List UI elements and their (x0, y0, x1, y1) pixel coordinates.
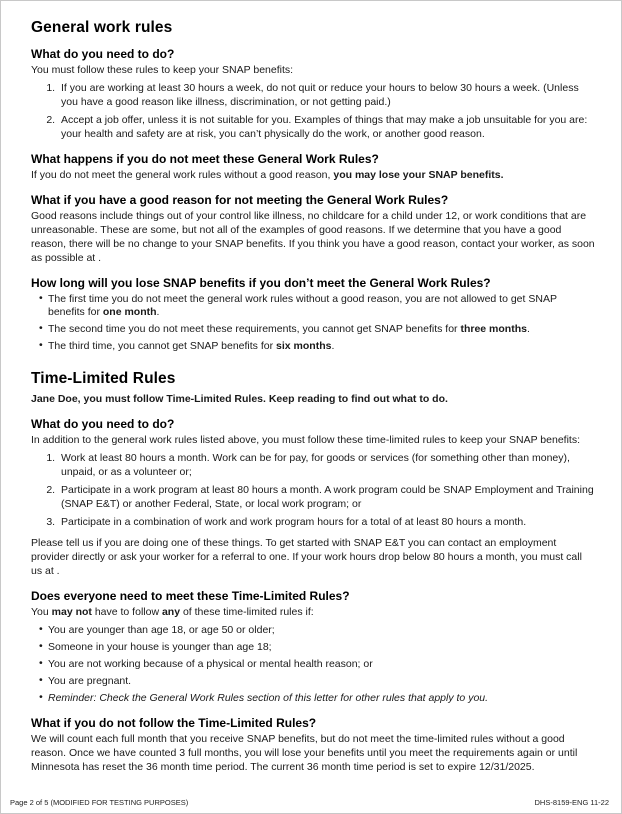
exemption-item-household: • Someone in your house is younger than age 18; (39, 641, 595, 655)
text-segment: have to follow (91, 605, 162, 618)
text-segment-bold: three months (460, 323, 527, 336)
penalty-list (31, 293, 595, 355)
exemption-item-reminder: • Reminder: Check the General Work Rules section of this letter for other rules that apply to you. (39, 692, 595, 706)
heading-general-need-to-do: What do you need to do? (31, 47, 175, 61)
general-need-to-do-intro: You must follow these rules to keep your SNAP benefits: (31, 64, 294, 76)
general-work-rules-title: General work rules (31, 19, 173, 36)
section-time-limited-not-follow (31, 716, 595, 775)
heading-time-limited-need-to-do: What do you need to do? (31, 417, 175, 432)
general-good-reason-paragraph: Good reasons include things out of your control like illness, no childcare for a child under 12, or work conditions that are unreasonable. These are some, but not all of the examples of good reasons. If we determine that you have a good reason, there will be no change to your SNAP benefits. If you think you have a good reason, contact your worker, as soon as possible at . (31, 209, 595, 264)
section-general-how-long (31, 276, 595, 355)
exemption-list (31, 624, 595, 706)
heading-general-good-reason: What if you have a good reason for not meeting the General Work Rules? (31, 192, 449, 207)
time-limited-rules-title: Time-Limited Rules (31, 370, 176, 388)
text-segment: of these time-limited rules if: (180, 605, 314, 618)
heading-general-how-long: How long will you lose SNAP benefits if you don’t meet the General Work Rules? (31, 275, 491, 290)
penalty-item-first (39, 293, 595, 321)
text-segment: If you do not meet the general work rules without a good reason, (31, 168, 334, 181)
list-item-time-limited-rule-1: 1. Work at least 80 hours a month. Work can be for pay, for goods or services (for something other than money), unpaid, or as a volunteer or; (58, 452, 595, 480)
exemption-item-age: • You are younger than age 18, or age 50 or older; (39, 624, 595, 638)
list-item-general-rule-2: 2. Accept a job offer, unless it is not suitable for you. Examples of things that may make a job unsuitable for you are: your health and safety are at risk, you can’t physically do the work, or another good reason. (58, 114, 595, 142)
section-general-not-meet (31, 152, 595, 183)
section-general-good-reason (31, 193, 595, 266)
time-limited-intro: Jane Doe, you must follow Time-Limited Rules. Keep reading to find out what to do. (31, 393, 448, 406)
text-segment: The second time you do not meet these requirements, you cannot get SNAP benefits for (48, 323, 461, 336)
penalty-item-third (39, 340, 595, 354)
heading-general-not-meet: What happens if you do not meet these General Work Rules? (31, 151, 379, 166)
section-general-need-to-do (31, 47, 595, 142)
time-limited-everyone-intro (31, 606, 595, 620)
section-time-limited-everyone (31, 589, 595, 706)
time-limited-not-follow-paragraph: We will count each full month that you receive SNAP benefits, but do not meet the time-limited rules without a good reason. Once we have counted 3 full months, you will lose your benefits until you meet the requirements again or until Minnesota has reset the 36 month time period. The current 36 month time period is set to expire 12/31/2025. (31, 732, 578, 773)
section-time-limited-need-to-do (31, 417, 595, 579)
heading-time-limited-everyone: Does everyone need to meet these Time-Limited Rules? (31, 588, 350, 603)
text-segment-bold: one month (102, 306, 157, 319)
text-segment: . (331, 340, 335, 353)
text-segment: You (31, 605, 52, 618)
heading-time-limited-not-follow: What if you do not follow the Time-Limited Rules? (31, 715, 317, 730)
exemption-item-health: • You are not working because of a physical or mental health reason; or (39, 658, 595, 672)
text-segment-bold: any (161, 605, 181, 618)
footer-page-number: Page 2 of 5 (MODIFIED FOR TESTING PURPOSES) (10, 798, 189, 807)
list-item-general-rule-1: 1. If you are working at least 30 hours a week, do not quit or reduce your hours to below 30 hours a week. (Unless you have a good reason like illness, discrimination, or not getting paid.) (58, 82, 595, 110)
footer-form-number: DHS-8159-ENG 11-22 (534, 798, 609, 807)
time-limited-need-to-do-outro: Please tell us if you are doing one of these things. To get started with SNAP E&T you can contact an employment provider directly or ask your worker for a referral to one. If your work hours drop below 80 hours a month, you must call us at . (31, 537, 582, 577)
text-segment: . (156, 306, 160, 319)
exemption-item-pregnant: • You are pregnant. (39, 675, 595, 689)
text-segment: The first time you do not meet the general work rules without a good reason, you are not allowed to get SNAP benefits for (48, 292, 557, 319)
general-rules-list (31, 82, 595, 142)
text-segment-bold: you may lose your SNAP benefits. (333, 168, 504, 181)
penalty-item-second (39, 323, 595, 337)
text-segment: . (526, 323, 530, 336)
list-item-time-limited-rule-3: 3. Participate in a combination of work and work program hours for a total of at least 80 hours a month. (58, 516, 595, 530)
page-footer (10, 798, 609, 807)
time-limited-rules-list (31, 452, 595, 530)
general-not-meet-paragraph (31, 169, 595, 183)
time-limited-need-to-do-intro: In addition to the general work rules listed above, you must follow these time-limited rules to keep your SNAP benefits: (31, 434, 581, 447)
text-segment-bold: six months (276, 340, 332, 353)
text-segment: The third time, you cannot get SNAP benefits for (48, 340, 277, 353)
list-item-time-limited-rule-2: 2. Participate in a work program at least 80 hours a month. A work program could be SNAP Employment and Training (SNAP E&T) or another Federal, State, or local work program; or (58, 484, 595, 512)
text-segment-bold: may not (51, 605, 92, 618)
